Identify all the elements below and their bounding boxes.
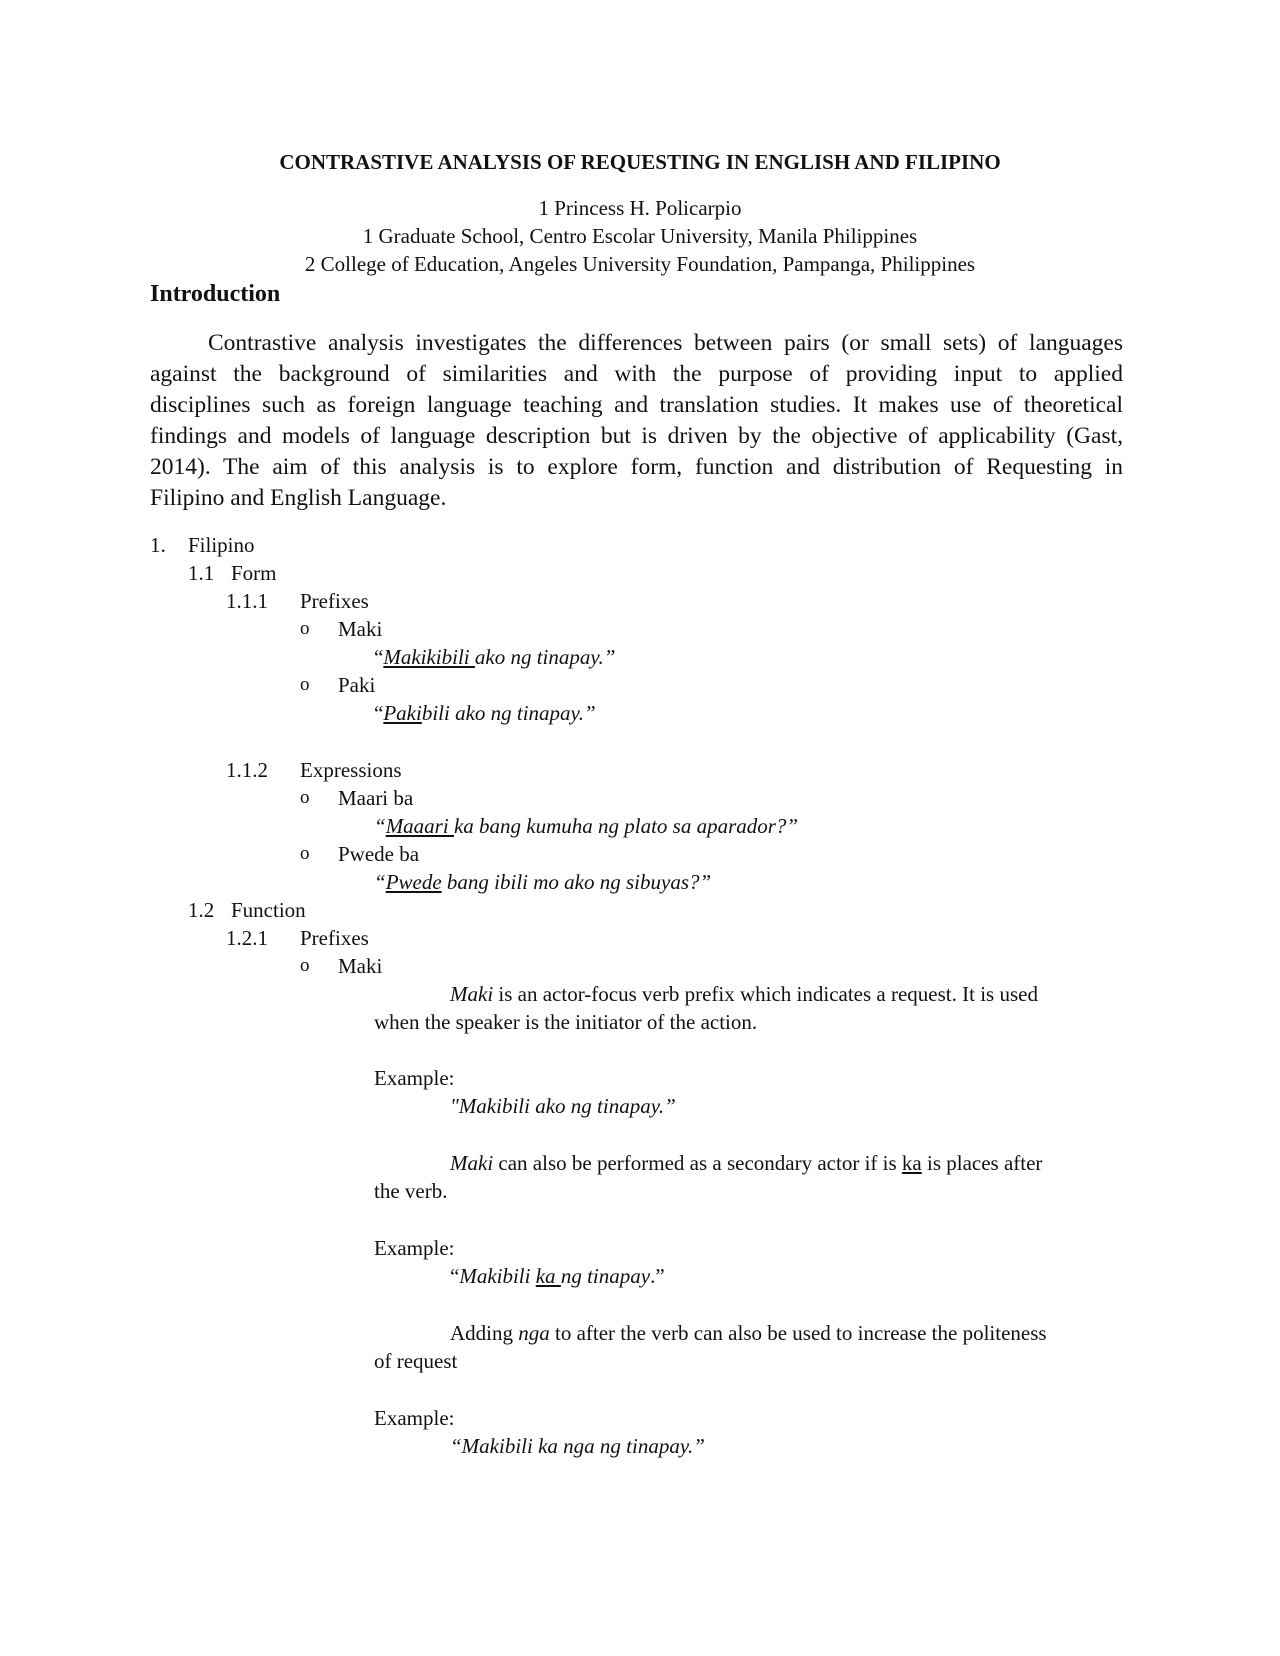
outline-label-function: Function (231, 898, 306, 922)
outline-label-expressions: Expressions (300, 758, 402, 782)
bullet-icon: o (300, 843, 310, 864)
outline-number: 1.1.1 (226, 589, 268, 613)
item-paki: Paki (338, 673, 376, 697)
outline-number: 1.1 (188, 561, 215, 585)
example-maaari (374, 813, 798, 839)
item-maari-ba: Maari ba (338, 786, 414, 810)
paper-title: CONTRASTIVE ANALYSIS OF REQUESTING IN ENGLISH AND FILIPINO (279, 150, 1001, 174)
paragraph-text: to after the verb can also be used to increase the politeness (549, 1321, 1047, 1345)
intro-line: against the background of similarities and with the purpose of providing input to applied (150, 361, 1123, 387)
example-word: Makibili (459, 1264, 536, 1288)
intro-line: Contrastive analysis investigates the differences between pairs (or small sets) of languages (208, 330, 1123, 356)
paragraph-text: is places after (921, 1151, 1043, 1175)
function-paragraph-1 (450, 981, 1038, 1007)
quote-open: “ (374, 701, 384, 725)
intro-line: findings and models of language description but is driven by the objective of applicability (Gast, (150, 423, 1123, 449)
function-paragraph-3-line2: of request (374, 1349, 458, 1373)
author-line: 1 Princess H. Policarpio (538, 196, 742, 220)
example-label: Example: (374, 1406, 455, 1430)
bullet-icon: o (300, 787, 310, 808)
quote-open: “ (374, 645, 384, 669)
example-makikibili (374, 644, 615, 670)
quote-open: “ (374, 814, 386, 838)
example-makibili-ka (450, 1263, 665, 1289)
outline-label-filipino: Filipino (188, 533, 255, 557)
example-rest: bili ako ng tinapay.” (421, 701, 596, 725)
example-rest: bang ibili mo ako ng sibuyas?” (441, 870, 712, 894)
intro-line: 2014). The aim of this analysis is to explore form, function and distribution of Requesting in (150, 454, 1123, 480)
item-maki: Maki (338, 954, 383, 978)
bullet-icon: o (300, 674, 310, 695)
section-heading-introduction: Introduction (150, 281, 281, 307)
term-maki: Maki (450, 1151, 494, 1175)
example-makibili: "Makibili ako ng tinapay.” (450, 1094, 676, 1118)
paragraph-text: is an actor-focus verb prefix which indicates a request. It is used (493, 982, 1038, 1006)
example-rest: ako ng tinapay.” (474, 645, 616, 669)
bullet-icon: o (300, 618, 310, 639)
example-pakibili (374, 700, 596, 726)
outline-number: 1. (150, 533, 166, 557)
outline-number: 1.2.1 (226, 926, 268, 950)
function-paragraph-2-line2: the verb. (374, 1179, 448, 1203)
outline-label-prefixes: Prefixes (300, 926, 369, 950)
outline-number: 1.1.2 (226, 758, 268, 782)
underlined-word: Pwede (385, 870, 442, 894)
outline-label-form: Form (231, 561, 277, 585)
example-word: ng tinapay (560, 1264, 651, 1288)
quote-open: “ (450, 1264, 460, 1288)
quote-open: “ (374, 870, 386, 894)
underlined-word: Makikibili (383, 645, 475, 669)
example-rest: ka bang kumuha ng plato sa aparador?” (453, 814, 799, 838)
underlined-word: ka (535, 1264, 561, 1288)
outline-number: 1.2 (188, 898, 215, 922)
underlined-word: Paki (383, 701, 422, 725)
affiliation-1: 1 Graduate School, Centro Escolar University, Manila Philippines (362, 224, 918, 248)
paragraph-text: can also be performed as a secondary actor if is (493, 1151, 902, 1175)
example-label: Example: (374, 1236, 455, 1260)
term-nga: nga (518, 1321, 550, 1345)
affiliation-2: 2 College of Education, Angeles University Foundation, Pampanga, Philippines (304, 252, 976, 276)
bullet-icon: o (300, 955, 310, 976)
example-makibili-ka-nga: “Makibili ka nga ng tinapay.” (450, 1434, 705, 1458)
item-maki: Maki (338, 617, 383, 641)
outline-label-prefixes: Prefixes (300, 589, 369, 613)
quote-close: .” (650, 1264, 665, 1288)
function-paragraph-3 (450, 1320, 1047, 1346)
underlined-word: ka (901, 1151, 922, 1175)
function-paragraph-1-line2: when the speaker is the initiator of the action. (374, 1010, 758, 1034)
intro-line: disciplines such as foreign language teaching and translation studies. It makes use of theoretical (150, 392, 1123, 418)
example-label: Example: (374, 1066, 455, 1090)
underlined-word: Maaari (385, 814, 454, 838)
term-maki: Maki (450, 982, 494, 1006)
paragraph-text: Adding (450, 1321, 519, 1345)
intro-line: Filipino and English Language. (150, 485, 447, 511)
function-paragraph-2 (450, 1150, 1042, 1176)
example-pwede (374, 869, 711, 895)
item-pwede-ba: Pwede ba (338, 842, 420, 866)
